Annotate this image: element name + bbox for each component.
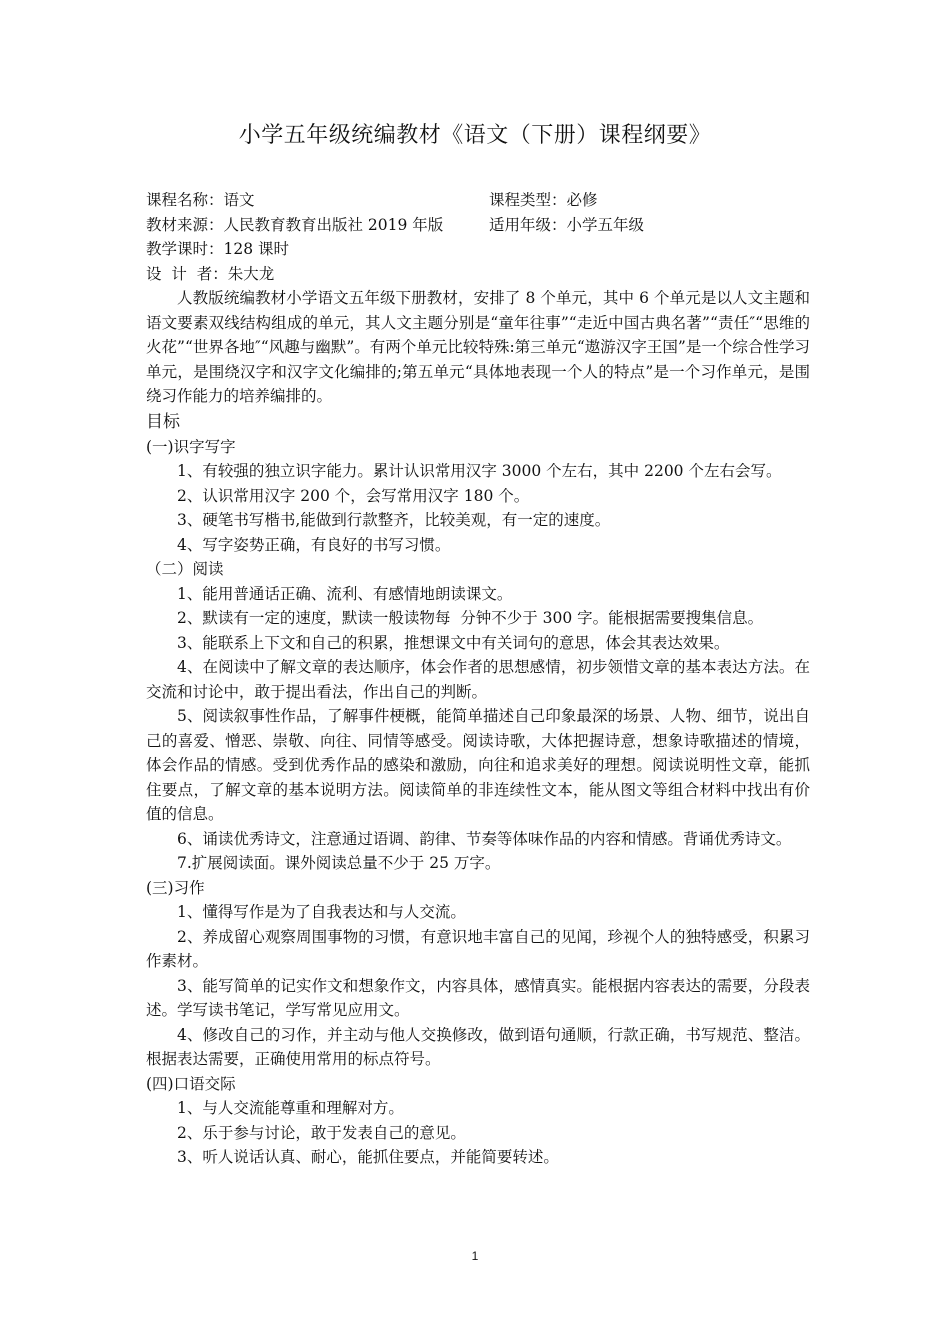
course-name: 课程名称：语文 <box>146 191 255 209</box>
applicable-grade: 适用年级：小学五年级 <box>489 215 645 234</box>
list-item: 2、认识常用汉字 200 个，会写常用汉字 180 个。 <box>177 486 530 505</box>
material-source: 教材来源：人民教育教育出版社 2019 年版 <box>146 215 444 234</box>
list-item: 1、懂得写作是为了自我表达和与人交流。 <box>177 903 466 921</box>
list-item: 3、能写简单的记实作文和想象作文，内容具体，感情真实。能根据内容表达的需要，分段表述。学写读书笔记，学写常见应用文。 <box>146 976 810 1019</box>
meta-row-3 <box>146 237 810 262</box>
goals-heading: 目标 <box>146 411 180 432</box>
meta-row-1 <box>146 188 810 213</box>
course-type: 课程类型：必修 <box>489 191 598 209</box>
document-body <box>146 188 810 1170</box>
list-item: 3、硬笔书写楷书,能做到行款整齐，比较美观，有一定的速度。 <box>177 511 611 529</box>
list-item: 4、修改自己的习作，并主动与他人交换修改，做到语句通顺，行款正确，书写规范、整洁。根据表达需要，正确使用常用的标点符号。 <box>146 1025 810 1068</box>
document-title: 小学五年级统编教材《语文（下册）课程纲要》 <box>238 123 712 148</box>
list-item: 5、阅读叙事性作品，了解事件梗概，能简单描述自己印象最深的场景、人物、细节，说出自己的喜爱、憎恶、崇敬、向往、同情等感受。阅读诗歌，大体把握诗意，想象诗歌描述的情境，体会作品的情感。受到优秀作品的感染和激励，向往和追求美好的理想。阅读说明性文章，能抓住要点，了解文章的基本说明方法。阅读简单的非连续性文本，能从图文等组合材料中找出有价值的信息。 <box>146 707 810 823</box>
list-item: 1、与人交流能尊重和理解对方。 <box>177 1099 404 1117</box>
section-heading: （二）阅读 <box>146 560 224 578</box>
list-item: 1、有较强的独立识字能力。累计认识常用汉字 3000 个左右，其中 2200 个左右会写。 <box>177 462 782 480</box>
page-number: 1 <box>471 1249 479 1263</box>
list-item: 7.扩展阅读面。课外阅读总量不少于 25 万字。 <box>177 854 501 872</box>
teaching-hours: 教学课时：128 课时 <box>146 240 290 258</box>
list-item: 1、能用普通话正确、流利、有感情地朗读课文。 <box>177 584 513 603</box>
list-item: 2、乐于参与讨论，敢于发表自己的意见。 <box>177 1123 466 1142</box>
meta-row-2 <box>146 213 810 238</box>
section-heading: (三)习作 <box>146 878 205 897</box>
intro-paragraph: 人教版统编教材小学语文五年级下册教材，安排了 8 个单元，其中 6 个单元是以人文主题和语文要素双线结构组成的单元，其人文主题分别是“童年往事”“走近中国古典名著”“责任″“思维的火花”“世界各地″“风趣与幽默”。有两个单元比较特殊:第三单元“遨游汉字王国”是一个综合性学习单元，是围绕汉字和汉字文化编排的;第五单元“具体地表现一个人的特点”是一个习作单元，是围绕习作能力的培养编排的。 <box>146 289 810 405</box>
list-item: 2、默读有一定的速度，默读一般读物每 分钟不少于 300 字。能根据需要搜集信息。 <box>177 609 764 627</box>
list-item: 4、在阅读中了解文章的表达顺序，体会作者的思想感情，初步领惜文章的基本表达方法。在交流和讨论中，敢于提出看法，作出自己的判断。 <box>146 658 810 701</box>
meta-row-4 <box>146 262 810 287</box>
section-heading: (一)识字写字 <box>146 437 236 456</box>
list-item: 3、听人说话认真、耐心，能抓住要点，并能简要转述。 <box>177 1148 559 1166</box>
list-item: 2、养成留心观察周围事物的习惯，有意识地丰富自己的见闻，珍视个人的独特感受，积累习作素材。 <box>146 927 810 970</box>
list-item: 3、能联系上下文和自己的积累，推想课文中有关词句的意思，体会其表达效果。 <box>177 633 730 652</box>
list-item: 6、诵读优秀诗文，注意通过语调、韵律、节奏等体味作品的内容和情感。背诵优秀诗文。 <box>177 829 792 848</box>
designer: 设 计 者：朱大龙 <box>146 264 275 283</box>
section-heading: (四)口语交际 <box>146 1074 236 1093</box>
list-item: 4、写字姿势正确，有良好的书写习惯。 <box>177 535 451 554</box>
